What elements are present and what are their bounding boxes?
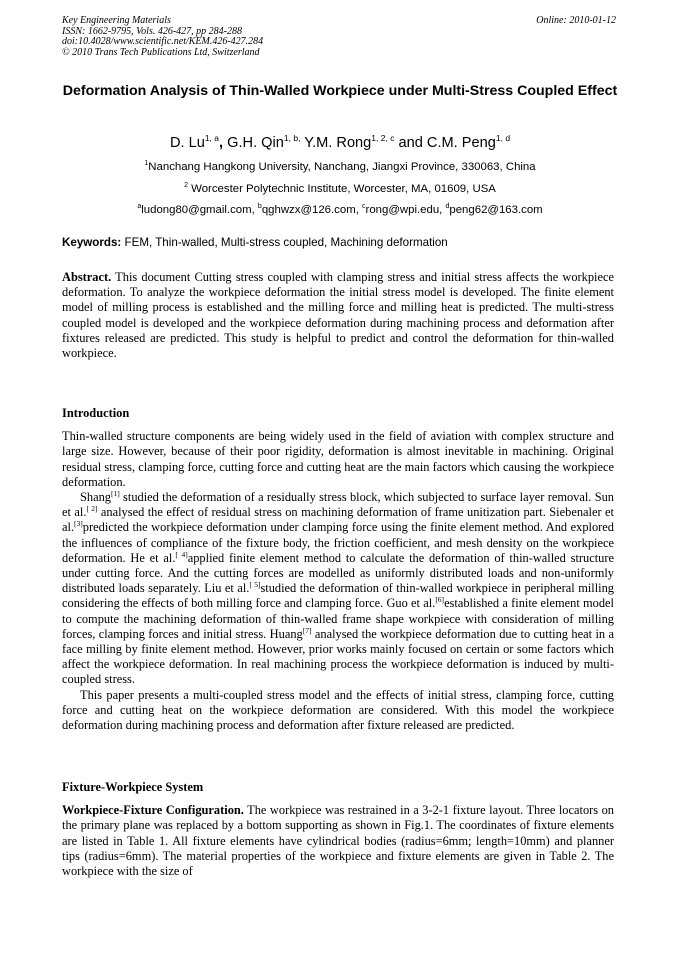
author: G.H. Qin$^{1, b,}$ (227, 133, 301, 151)
abstract-text: This document Cutting stress coupled with clamping stress and initial stress affects the workpiece deformation. To analyze the workpiece deformation the initial stress model is developed. The finite element model of milling process is established and the milling force and milling heat is predicted. The multi-stress coupled model is developed and the workpiece deformation during machining process and deformation after fixtures released are predicted. This study is helpful to predict and control the deformation for thin-walled workpiece. (62, 270, 614, 361)
keywords-label: Keywords: (62, 236, 122, 249)
citation-ref: [ 2] (86, 504, 98, 514)
issn-line: ISSN: 1662-9795, Vols. 426-427, pp 284-288 (62, 25, 242, 37)
text-run: Shang (80, 490, 111, 505)
citation-ref: [1] (110, 488, 120, 498)
author-list (62, 129, 618, 152)
fixture-workpiece-section (62, 780, 614, 879)
fixture-subheading: Workpiece-Fixture Configuration. (62, 803, 244, 818)
affiliation-2: $^2$ Worcester Polytechnic Institute, Worcester, MA, 01609, USA (184, 182, 496, 195)
author: C.M. Peng$^{1, d}$ (426, 133, 511, 151)
author: Y.M. Rong$^{1, 2, c}$ and (304, 133, 427, 151)
intro-paragraph-1: Thin-walled structure components are being widely used in the field of aviation with complex structure and large size. However, because of their poor rigidity, deformation is almost inevitable in machining. Original residual stress, clamping force, cutting force and cutting heat are the main factors which causing the workpiece deformation. (62, 429, 614, 489)
text-run: established a finite element model to compute the machining deformation of thin-walled frame shape workpiece with consideration of milling forces, clamping forces and initial stress. Huang (62, 596, 614, 641)
intro-paragraph-2 (62, 490, 614, 688)
fixture-section-heading: Fixture-Workpiece System (62, 780, 204, 794)
citation-ref: [ 4] (175, 549, 188, 559)
keywords-text: FEM, Thin-walled, Multi-stress coupled, Machining deformation (121, 236, 448, 249)
author: D. Lu$^{1, a}$, (169, 133, 228, 151)
text-run: applied finite element method to calculate the deformation of thin-walled structure under cutting force. And the cutting forces are modelled as uniformly distributed loads and non-uniformly distributed loads separately. Liu et al. (62, 550, 614, 596)
citation-ref: [7] (302, 625, 312, 635)
abstract (62, 270, 614, 361)
citation-ref: [3] (74, 519, 83, 529)
intro-paragraph-3: This paper presents a multi-coupled stress model and the effects of initial stress, clamping force, cutting force and cutting heat on the workpiece deformation are considered. With this model the workpiece deformation during machining process and deformation after fixture released are predicted. (62, 687, 614, 733)
text-run: studied the deformation of a residually stress block, which subjected to surface layer removal. Sun et al. (62, 490, 614, 520)
introduction-heading: Introduction (62, 406, 130, 420)
text-run: studied the deformation of thin-walled workpiece in peripheral milling considering the effects of both milling force and clamping force. Guo et al. (62, 581, 614, 611)
fixture-text: The workpiece was restrained in a 3-2-1 fixture layout. Three locators on the primary plane was replaced by a bottom supporting as shown in Fig.1. The coordinates of fixture elements are listed in Table 1. All fixture elements have cylindrical bodies (radius=6mm; length=10mm) and planner tips (radius=6mm). The material properties of the workpiece and fixture elements are given in Table 2. The workpiece with the size of (62, 803, 614, 879)
introduction-section (62, 406, 614, 733)
journal-name: Key Engineering Materials (62, 15, 171, 26)
citation-ref: [ 5] (249, 580, 261, 590)
paper-title: Deformation Analysis of Thin-Walled Workpiece under Multi-Stress Coupled Effect (62, 83, 618, 99)
citation-ref: [6] (435, 595, 445, 605)
doi-line: doi:10.4028/www.scientific.net/KEM.426-427.284 (62, 36, 264, 48)
abstract-label: Abstract. (62, 270, 112, 284)
online-date: Online: 2010-01-12 (536, 15, 616, 26)
copyright-line: © 2010 Trans Tech Publications Ltd, Switzerland (62, 46, 260, 58)
journal-header (62, 16, 618, 58)
text-run: analysed the workpiece deformation due to cutting heat in a face milling by finite element method. However, prior works mainly focused on certain or some factors which affect the workpiece deformation. In real machining process the workpiece deformation is induced by multi-coupled stress. (62, 626, 614, 687)
affiliation-1: $^1$Nanchang Hangkong University, Nanchang, Jiangxi Province, 330063, China (144, 160, 536, 173)
text-run: predicted the workpiece deformation under clamping force using the finite element method. And explored the influences of compliance of the fixture body, the friction coefficient, and mesh density on the workpiece deformation. He et al. (62, 520, 614, 565)
keywords (62, 236, 618, 250)
text-run: analysed the effect of residual stress on machining deformation of frame unitization part. Siebenaler et al. (62, 505, 614, 535)
author-emails: $^a$ludong80@gmail.com, $^b$qghwzx@126.com, $^c$rong@wpi.edu, $^d$peng62@163.com (137, 203, 543, 216)
